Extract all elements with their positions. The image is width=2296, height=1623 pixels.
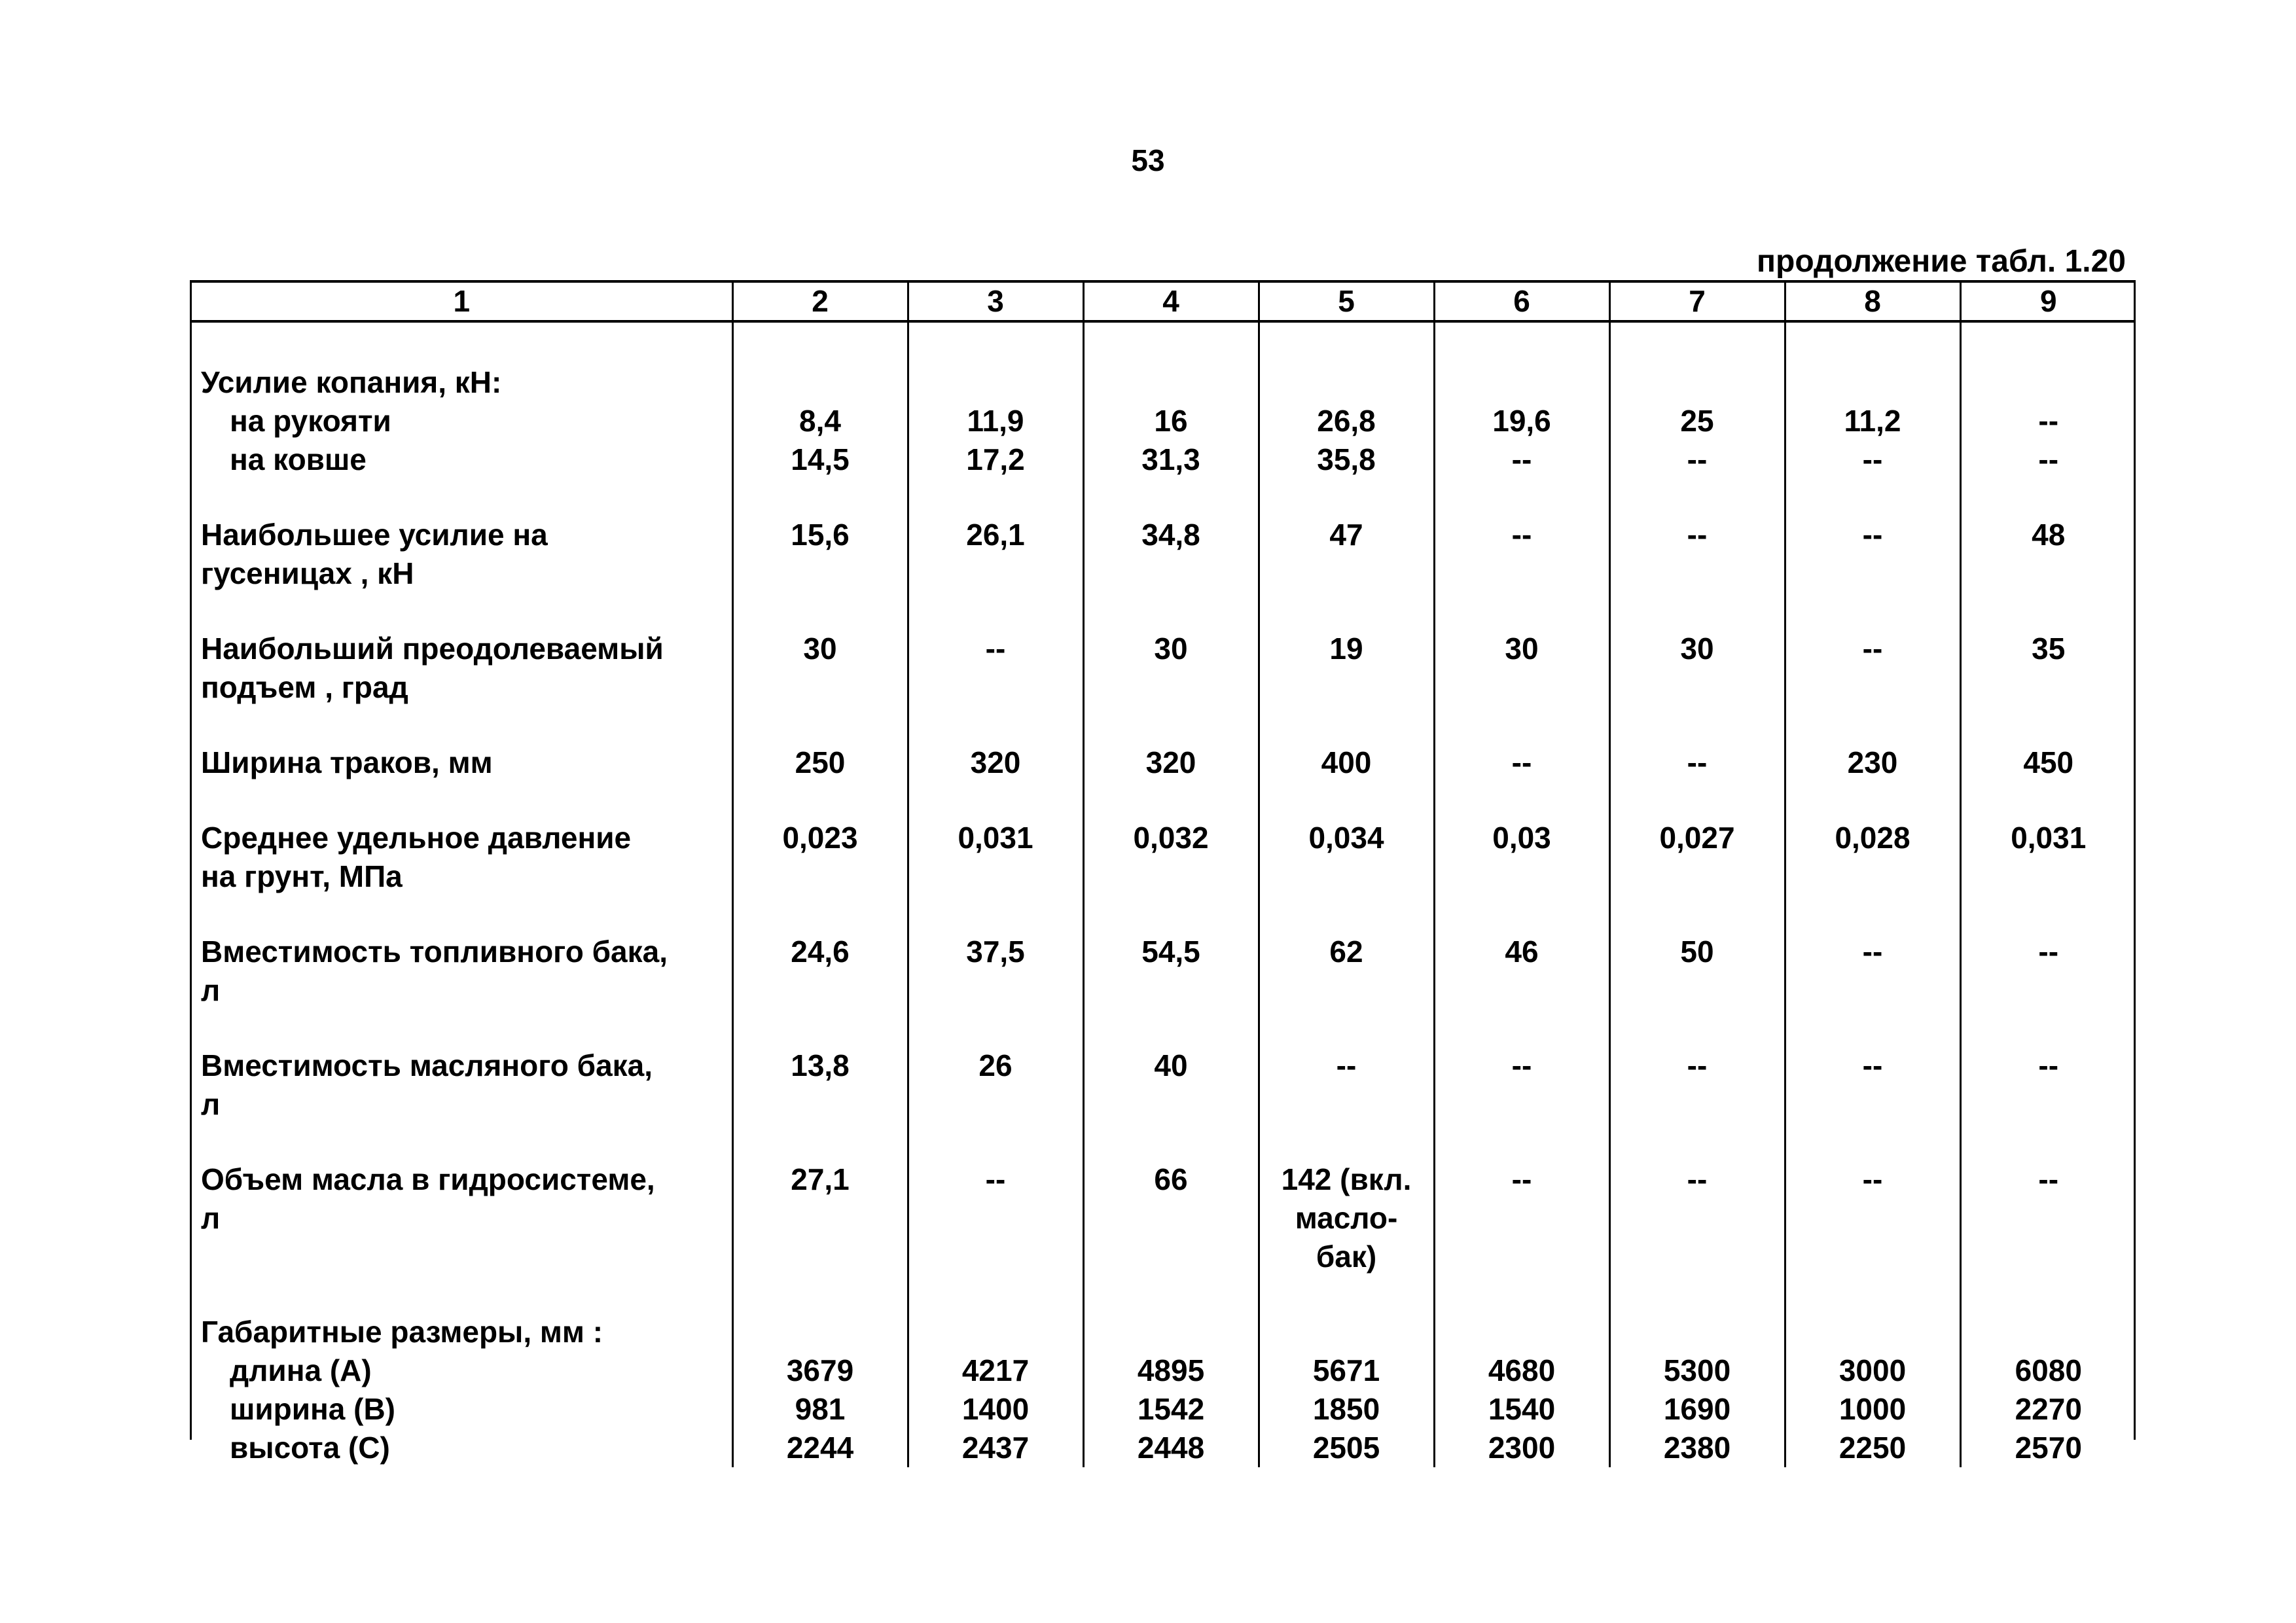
value-cell — [1785, 933, 1960, 1046]
row-title: Усилие копания, кН: — [201, 365, 502, 399]
value-line: 230 — [1847, 745, 1898, 779]
value-line: 3000 — [1839, 1353, 1907, 1387]
spacer-cell — [1609, 321, 1785, 363]
blank-line — [1786, 363, 1960, 402]
value-line: 0,034 — [1308, 821, 1384, 855]
value-cell — [1960, 363, 2136, 516]
value-line: 5671 — [1312, 1353, 1380, 1387]
value-line: 50 — [1680, 935, 1714, 969]
value-line: 1000 — [1839, 1392, 1907, 1426]
value-cell — [1960, 1046, 2136, 1160]
table-row — [192, 743, 2136, 819]
value-line: 19 — [1329, 632, 1363, 666]
value-cell — [1259, 819, 1434, 933]
spacer-cell — [732, 321, 908, 363]
value-line: 5300 — [1663, 1353, 1731, 1387]
value-line: 981 — [795, 1392, 846, 1426]
value-cell — [1434, 363, 1609, 516]
value-cell — [1960, 819, 2136, 933]
header-cell: 2 — [732, 283, 908, 321]
value-cell — [1259, 630, 1434, 743]
value-cell — [1434, 743, 1609, 819]
row-label — [192, 1313, 732, 1467]
row-subline: на ковше — [230, 442, 367, 476]
row-label-line: гусеницах , кН — [201, 556, 414, 590]
value-line: -- — [2038, 1048, 2059, 1082]
value-line: 142 (вкл. — [1281, 1162, 1412, 1196]
value-cell — [1083, 933, 1259, 1046]
table-row — [192, 819, 2136, 933]
value-cell — [732, 1046, 908, 1160]
value-line: -- — [2038, 935, 2059, 969]
spec-table-container — [190, 280, 2136, 1465]
value-cell — [1434, 819, 1609, 933]
value-line: -- — [2038, 442, 2059, 476]
value-cell — [1083, 516, 1259, 630]
value-line: -- — [2038, 1162, 2059, 1196]
blank-line — [1962, 363, 2136, 402]
value-line: 26 — [978, 1048, 1013, 1082]
value-cell — [1609, 1313, 1785, 1467]
value-line: 35 — [2032, 632, 2066, 666]
value-cell — [1609, 1160, 1785, 1313]
value-cell — [732, 819, 908, 933]
value-line: -- — [1862, 1048, 1883, 1082]
blank-line — [1085, 1313, 1258, 1351]
value-line: 26,8 — [1317, 404, 1376, 438]
row-label-line: л — [201, 1201, 221, 1235]
value-cell — [1785, 363, 1960, 516]
row-label-line: Среднее удельное давление — [201, 821, 632, 855]
value-line: -- — [1687, 442, 1708, 476]
value-line: 2570 — [2015, 1431, 2082, 1465]
spacer-cell — [1785, 321, 1960, 363]
row-label — [192, 819, 732, 933]
header-cell: 7 — [1609, 283, 1785, 321]
value-line: 1540 — [1488, 1392, 1556, 1426]
value-line: 0,031 — [958, 821, 1033, 855]
value-line: -- — [1687, 1048, 1708, 1082]
value-line: 0,03 — [1492, 821, 1551, 855]
value-cell — [1259, 1313, 1434, 1467]
blank-line — [1435, 363, 1609, 402]
row-label — [192, 933, 732, 1046]
blank-line — [1611, 363, 1784, 402]
value-line: -- — [1511, 745, 1532, 779]
value-line: 19,6 — [1492, 404, 1551, 438]
value-cell — [1609, 516, 1785, 630]
value-cell — [1785, 1046, 1960, 1160]
row-subline: длина (А) — [230, 1353, 372, 1387]
blank-line — [1260, 363, 1433, 402]
value-line: 66 — [1154, 1162, 1188, 1196]
header-cell: 4 — [1083, 283, 1259, 321]
value-line: 8,4 — [799, 404, 841, 438]
row-label-line: л — [201, 973, 221, 1007]
row-label-line: на грунт, МПа — [201, 859, 403, 893]
value-cell — [732, 1313, 908, 1467]
value-line: -- — [1687, 518, 1708, 552]
value-line: -- — [985, 632, 1006, 666]
value-cell — [1083, 630, 1259, 743]
value-cell — [1434, 1313, 1609, 1467]
value-cell — [1785, 1313, 1960, 1467]
value-cell — [1434, 1160, 1609, 1313]
value-line: 13,8 — [791, 1048, 850, 1082]
value-line: -- — [1687, 1162, 1708, 1196]
value-line: -- — [2038, 404, 2059, 438]
value-line: 1542 — [1137, 1392, 1205, 1426]
header-cell: 6 — [1434, 283, 1609, 321]
value-cell — [1259, 1046, 1434, 1160]
row-label — [192, 743, 732, 819]
value-cell — [908, 516, 1083, 630]
table-row — [192, 516, 2136, 630]
value-cell — [1434, 1046, 1609, 1160]
value-cell — [1960, 630, 2136, 743]
value-cell — [1259, 933, 1434, 1046]
row-label — [192, 516, 732, 630]
value-line: 24,6 — [791, 935, 850, 969]
value-line: 2244 — [786, 1431, 854, 1465]
value-line: 25 — [1680, 404, 1714, 438]
spacer-cell — [908, 321, 1083, 363]
blank-line — [734, 1313, 907, 1351]
value-cell — [908, 630, 1083, 743]
row-label-line: Объем масла в гидросистеме, — [201, 1162, 655, 1196]
row-subline: на рукояти — [230, 404, 391, 438]
value-line: 400 — [1321, 745, 1372, 779]
value-cell — [732, 743, 908, 819]
value-line: 2505 — [1312, 1431, 1380, 1465]
value-line: 0,031 — [2011, 821, 2087, 855]
value-cell — [1083, 743, 1259, 819]
value-line: 46 — [1505, 935, 1539, 969]
value-cell — [1785, 743, 1960, 819]
value-cell — [908, 1313, 1083, 1467]
value-line: масло- — [1295, 1201, 1398, 1235]
value-line: 17,2 — [966, 442, 1025, 476]
value-cell — [1259, 743, 1434, 819]
header-cell: 3 — [908, 283, 1083, 321]
row-label — [192, 630, 732, 743]
blank-line — [909, 363, 1083, 402]
value-line: 3679 — [786, 1353, 854, 1387]
value-cell — [1785, 1160, 1960, 1313]
spacer-cell — [1259, 321, 1434, 363]
blank-line — [1085, 363, 1258, 402]
row-label-line: Ширина траков, мм — [201, 745, 493, 779]
value-line: 4217 — [961, 1353, 1030, 1387]
blank-line — [909, 1313, 1083, 1351]
spacer-cell — [192, 321, 732, 363]
value-cell — [1785, 516, 1960, 630]
header-cell: 8 — [1785, 283, 1960, 321]
value-line: 2380 — [1663, 1431, 1731, 1465]
value-cell — [1434, 516, 1609, 630]
value-line: -- — [985, 1162, 1006, 1196]
value-cell — [732, 363, 908, 516]
value-cell — [908, 1160, 1083, 1313]
value-cell — [1083, 1160, 1259, 1313]
header-cell: 9 — [1960, 283, 2136, 321]
value-cell — [908, 1046, 1083, 1160]
row-subline: высота (С) — [230, 1431, 390, 1465]
value-line: -- — [1511, 442, 1532, 476]
value-cell — [1259, 1160, 1434, 1313]
row-label-line: подъем , град — [201, 670, 408, 704]
value-line: -- — [1687, 745, 1708, 779]
value-line: 250 — [795, 745, 846, 779]
value-cell — [732, 1160, 908, 1313]
table-caption: продолжение табл. 1.20 — [1757, 244, 2126, 279]
value-cell — [1609, 630, 1785, 743]
table-row — [192, 933, 2136, 1046]
table-row — [192, 363, 2136, 516]
spacer-row — [192, 321, 2136, 363]
value-line: 30 — [803, 632, 837, 666]
table-row — [192, 630, 2136, 743]
value-cell — [1960, 1160, 2136, 1313]
table-row — [192, 1313, 2136, 1467]
value-line: 47 — [1329, 518, 1363, 552]
value-line: 320 — [1145, 745, 1196, 779]
value-line: 11,2 — [1844, 404, 1901, 438]
value-cell — [1960, 1313, 2136, 1467]
value-cell — [1609, 743, 1785, 819]
value-cell — [732, 933, 908, 1046]
value-line: -- — [1511, 1162, 1532, 1196]
value-cell — [1785, 630, 1960, 743]
value-line: 48 — [2032, 518, 2066, 552]
value-cell — [908, 933, 1083, 1046]
page-number: 53 — [1131, 143, 1165, 177]
value-cell — [1609, 819, 1785, 933]
row-label — [192, 1046, 732, 1160]
spacer-cell — [1083, 321, 1259, 363]
row-label-line: Вместимость масляного бака, — [201, 1048, 653, 1082]
value-line: 4895 — [1137, 1353, 1205, 1387]
value-line: 26,1 — [966, 518, 1025, 552]
value-cell — [1609, 363, 1785, 516]
header-row — [192, 283, 2136, 321]
value-line: -- — [1862, 1162, 1883, 1196]
value-line: 0,027 — [1659, 821, 1735, 855]
spacer-cell — [1434, 321, 1609, 363]
value-cell — [732, 630, 908, 743]
spacer-cell — [1960, 321, 2136, 363]
value-line: 30 — [1154, 632, 1188, 666]
value-cell — [1259, 363, 1434, 516]
value-line: 40 — [1154, 1048, 1188, 1082]
value-line: 2448 — [1137, 1431, 1205, 1465]
value-line: 15,6 — [791, 518, 850, 552]
value-line: бак) — [1316, 1240, 1377, 1274]
table-row — [192, 1160, 2136, 1313]
value-line: 35,8 — [1317, 442, 1376, 476]
value-line: 2437 — [961, 1431, 1030, 1465]
value-line: 1690 — [1663, 1392, 1731, 1426]
value-cell — [1434, 933, 1609, 1046]
value-cell — [1083, 819, 1259, 933]
value-cell — [908, 743, 1083, 819]
blank-line — [734, 363, 907, 402]
value-line: 34,8 — [1141, 518, 1200, 552]
blank-line — [1435, 1313, 1609, 1351]
value-cell — [1960, 933, 2136, 1046]
value-cell — [1609, 933, 1785, 1046]
value-line: 0,032 — [1133, 821, 1209, 855]
row-title: Габаритные размеры, мм : — [201, 1315, 603, 1349]
value-cell — [732, 516, 908, 630]
value-line: 37,5 — [966, 935, 1025, 969]
value-line: 450 — [2023, 745, 2074, 779]
header-cell: 1 — [192, 283, 732, 321]
value-line: 0,023 — [782, 821, 858, 855]
value-line: 6080 — [2015, 1353, 2082, 1387]
value-line: 1850 — [1312, 1392, 1380, 1426]
value-line: 31,3 — [1141, 442, 1200, 476]
value-line: 2250 — [1839, 1431, 1907, 1465]
row-label-line: Вместимость топливного бака, — [201, 935, 668, 969]
value-cell — [1083, 1313, 1259, 1467]
value-line: 16 — [1154, 404, 1188, 438]
blank-line — [1611, 1313, 1784, 1351]
value-cell — [908, 819, 1083, 933]
value-line: 54,5 — [1141, 935, 1200, 969]
value-line: 2270 — [2015, 1392, 2082, 1426]
value-line: -- — [1511, 518, 1532, 552]
value-cell — [1434, 630, 1609, 743]
blank-line — [1260, 1313, 1433, 1351]
table-row — [192, 1046, 2136, 1160]
value-cell — [1785, 819, 1960, 933]
value-line: 27,1 — [791, 1162, 850, 1196]
row-label — [192, 363, 732, 516]
value-line: 320 — [970, 745, 1021, 779]
value-line: 14,5 — [791, 442, 850, 476]
value-cell — [1083, 1046, 1259, 1160]
spec-table — [192, 283, 2136, 1467]
blank-line — [1962, 1313, 2136, 1351]
value-line: 1400 — [961, 1392, 1030, 1426]
value-line: 4680 — [1488, 1353, 1556, 1387]
row-label-line: Наибольший преодолеваемый — [201, 632, 664, 666]
value-line: 62 — [1329, 935, 1363, 969]
value-cell — [1609, 1046, 1785, 1160]
value-cell — [1083, 363, 1259, 516]
value-line: 30 — [1680, 632, 1714, 666]
value-line: -- — [1511, 1048, 1532, 1082]
value-line: -- — [1862, 935, 1883, 969]
value-cell — [908, 363, 1083, 516]
table-body — [192, 321, 2136, 1467]
blank-line — [1786, 1313, 1960, 1351]
value-line: -- — [1862, 442, 1883, 476]
value-line: 2300 — [1488, 1431, 1556, 1465]
value-line: 30 — [1505, 632, 1539, 666]
value-line: -- — [1862, 518, 1883, 552]
row-subline: ширина (В) — [230, 1392, 395, 1426]
row-label-line: л — [201, 1087, 221, 1121]
value-cell — [1960, 743, 2136, 819]
header-cell: 5 — [1259, 283, 1434, 321]
value-line: 11,9 — [967, 404, 1024, 438]
value-line: 0,028 — [1835, 821, 1910, 855]
value-cell — [1960, 516, 2136, 630]
value-line: -- — [1862, 632, 1883, 666]
row-label — [192, 1160, 732, 1313]
value-line: -- — [1336, 1048, 1357, 1082]
row-label-line: Наибольшее усилие на — [201, 518, 548, 552]
value-cell — [1259, 516, 1434, 630]
